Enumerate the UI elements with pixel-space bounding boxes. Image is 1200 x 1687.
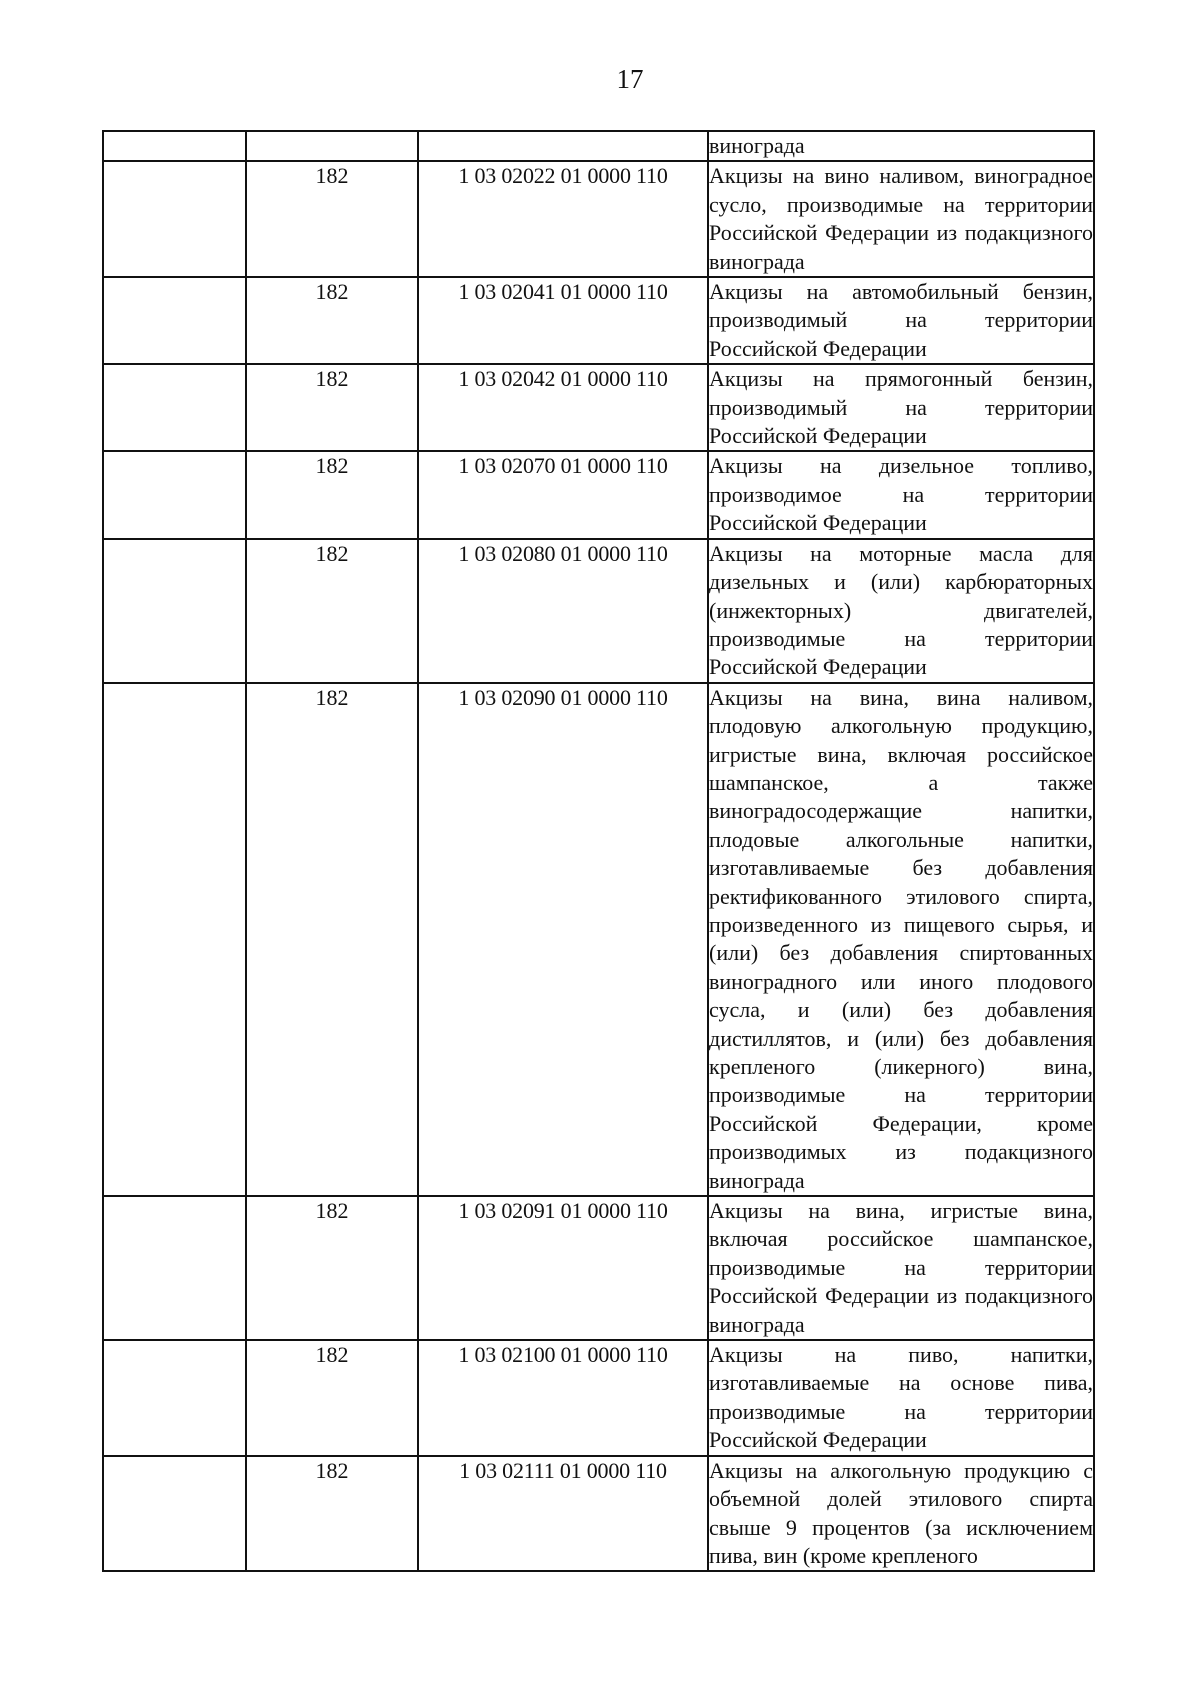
admin-code-cell: 182 bbox=[246, 539, 418, 683]
empty-cell bbox=[103, 1340, 246, 1456]
table-row bbox=[103, 277, 1094, 364]
budget-code-cell: 1 03 02042 01 0000 110 bbox=[418, 364, 708, 451]
budget-code-cell: 1 03 02111 01 0000 110 bbox=[418, 1456, 708, 1572]
empty-cell bbox=[103, 364, 246, 451]
table-row bbox=[103, 683, 1094, 1196]
description-cell: Акцизы на вина, игристые вина, включая российское шампанское, производимые на территории Российской Федерации из подакцизного винограда bbox=[708, 1196, 1094, 1340]
budget-code-cell: 1 03 02090 01 0000 110 bbox=[418, 683, 708, 1196]
budget-classification-table bbox=[102, 130, 1095, 1572]
admin-code-cell: 182 bbox=[246, 364, 418, 451]
table-row bbox=[103, 364, 1094, 451]
empty-cell bbox=[103, 277, 246, 364]
budget-code-cell: 1 03 02041 01 0000 110 bbox=[418, 277, 708, 364]
budget-code-cell: 1 03 02080 01 0000 110 bbox=[418, 539, 708, 683]
description-cell: Акцизы на прямогонный бензин, производимый на территории Российской Федерации bbox=[708, 364, 1094, 451]
empty-cell bbox=[103, 683, 246, 1196]
empty-cell bbox=[103, 1456, 246, 1572]
description-cell: Акцизы на вино наливом, виноградное сусло, производимые на территории Российской Федерации из подакцизного винограда bbox=[708, 161, 1094, 277]
table-row bbox=[103, 1340, 1094, 1456]
empty-cell bbox=[103, 1196, 246, 1340]
budget-code-cell: 1 03 02100 01 0000 110 bbox=[418, 1340, 708, 1456]
admin-code-cell: 182 bbox=[246, 277, 418, 364]
empty-cell bbox=[103, 131, 246, 161]
empty-cell bbox=[103, 451, 246, 538]
description-cell: Акцизы на вина, вина наливом, плодовую алкогольную продукцию, игристые вина, включая российское шампанское, а также виноградосодержащие напитки, плодовые алкогольные напитки, изготавливаемые без добавления ректификованного этилового спирта, произведенного из пищевого сырья, и (или) без добавления спиртованных виноградного или иного плодового сусла, и (или) без добавления дистиллятов, и (или) без добавления крепленого (ликерного) вина, производимые на территории Российской Федерации, кроме производимых из подакцизного винограда bbox=[708, 683, 1094, 1196]
page-number: 17 bbox=[616, 64, 644, 94]
table-row bbox=[103, 131, 1094, 161]
admin-code-cell: 182 bbox=[246, 1196, 418, 1340]
description-cell: Акцизы на дизельное топливо, производимое на территории Российской Федерации bbox=[708, 451, 1094, 538]
table-row bbox=[103, 1196, 1094, 1340]
admin-code-cell: 182 bbox=[246, 1456, 418, 1572]
admin-code-cell: 182 bbox=[246, 161, 418, 277]
description-cell: винограда bbox=[708, 131, 1094, 161]
table-row bbox=[103, 1456, 1094, 1572]
admin-code-cell: 182 bbox=[246, 683, 418, 1196]
budget-code-cell: 1 03 02091 01 0000 110 bbox=[418, 1196, 708, 1340]
description-cell: Акцизы на алкогольную продукцию с объемной долей этилового спирта свыше 9 процентов (за исключением пива, вин (кроме крепленого bbox=[708, 1456, 1094, 1572]
budget-code-cell: 1 03 02022 01 0000 110 bbox=[418, 161, 708, 277]
budget-code-cell: 1 03 02070 01 0000 110 bbox=[418, 451, 708, 538]
budget-code-cell bbox=[418, 131, 708, 161]
table-row bbox=[103, 451, 1094, 538]
description-cell: Акцизы на моторные масла для дизельных и (или) карбюраторных (инжекторных) двигателей, производимые на территории Российской Федерации bbox=[708, 539, 1094, 683]
admin-code-cell: 182 bbox=[246, 1340, 418, 1456]
admin-code-cell bbox=[246, 131, 418, 161]
description-cell: Акцизы на пиво, напитки, изготавливаемые на основе пива, производимые на территории Российской Федерации bbox=[708, 1340, 1094, 1456]
empty-cell bbox=[103, 161, 246, 277]
table-row bbox=[103, 161, 1094, 277]
admin-code-cell: 182 bbox=[246, 451, 418, 538]
empty-cell bbox=[103, 539, 246, 683]
table-row bbox=[103, 539, 1094, 683]
description-cell: Акцизы на автомобильный бензин, производимый на территории Российской Федерации bbox=[708, 277, 1094, 364]
